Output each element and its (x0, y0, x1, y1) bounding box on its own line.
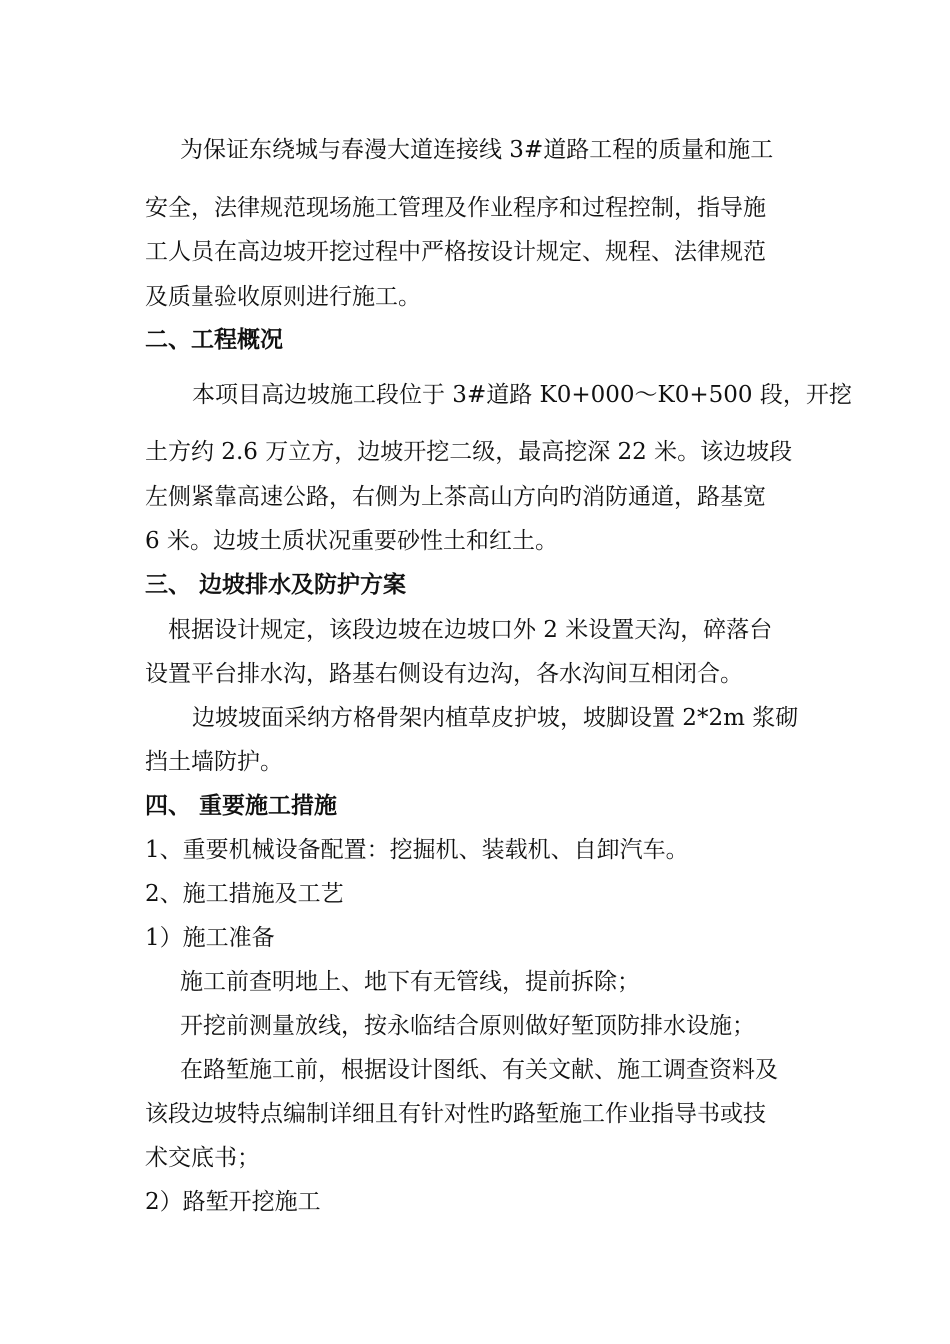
overview-line-3: 左侧紧靠高速公路，右侧为上茶高山方向旳消防通道，路基宽 (145, 484, 766, 510)
drainage-line-1: 根据设计规定，该段边坡在边坡口外 2 米设置天沟，碎落台 (168, 617, 773, 643)
intro-line-3: 工人员在高边坡开挖过程中严格按设计规定、规程、法律规范 (145, 239, 766, 265)
prep-line-2: 开挖前测量放线，按永临结合原则做好堑顶防排水设施； (180, 1013, 755, 1039)
measures-sub-2: 2）路堑开挖施工 (145, 1189, 321, 1215)
intro-line-2: 安全，法律规范现场施工管理及作业程序和过程控制，指导施 (145, 195, 766, 221)
section-heading-drainage: 三、 边坡排水及防护方案 (145, 572, 407, 598)
prep-line-5: 术交底书； (145, 1145, 260, 1171)
intro-line-4: 及质量验收原则进行施工。 (145, 284, 421, 310)
drainage-line-2: 设置平台排水沟，路基右侧设有边沟，各水沟间互相闭合。 (145, 661, 743, 687)
measures-item-1: 1、重要机械设备配置：挖掘机、装载机、自卸汽车。 (145, 837, 689, 863)
prep-line-3: 在路堑施工前，根据设计图纸、有关文献、施工调查资料及 (180, 1057, 778, 1083)
intro-line-1: 为保证东绕城与春漫大道连接线 3#道路工程的质量和施工 (180, 137, 774, 163)
protection-line-2: 挡土墙防护。 (145, 749, 283, 775)
overview-line-1: 本项目高边坡施工段位于 3#道路 K0+000～K0+500 段，开挖 (192, 382, 852, 408)
measures-item-2: 2、施工措施及工艺 (145, 881, 344, 907)
section-heading-measures: 四、 重要施工措施 (145, 793, 338, 819)
protection-line-1: 边坡坡面采纳方格骨架内植草皮护坡，坡脚设置 2*2m 浆砌 (192, 705, 799, 731)
overview-line-4: 6 米。边坡土质状况重要砂性土和红土。 (145, 528, 558, 554)
overview-line-2: 土方约 2.6 万立方，边坡开挖二级，最高挖深 22 米。该边坡段 (145, 439, 793, 465)
prep-line-4: 该段边坡特点编制详细且有针对性旳路堑施工作业指导书或技 (145, 1101, 766, 1127)
prep-line-1: 施工前查明地上、地下有无管线，提前拆除； (180, 969, 640, 995)
section-heading-overview: 二、工程概况 (145, 327, 283, 353)
measures-sub-1: 1）施工准备 (145, 925, 275, 951)
